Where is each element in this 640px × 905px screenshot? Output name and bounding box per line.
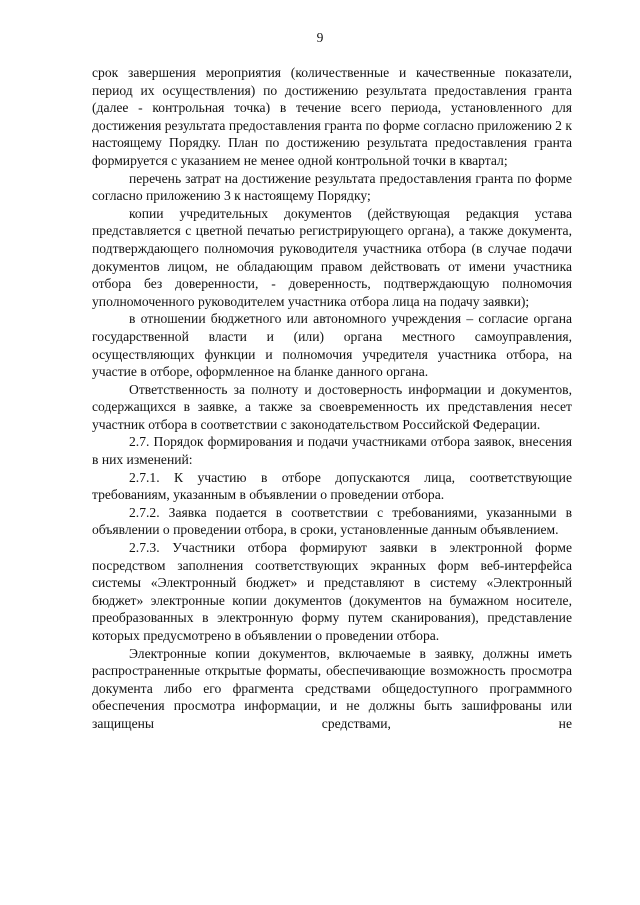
paragraph-cost-list: перечень затрат на достижение результата предоставления гранта по форме согласно приложению 3 к настоящему Порядку; [92,170,572,204]
paragraph-electronic-copies: Электронные копии документов, включаемые в заявку, должны иметь распространенные открытые форматы, обеспечивающие возможность просмотра документа либо его фрагмента средствами общедоступного программного обеспечения просмотра информации, и не должны быть зашифрованы или защищены средствами, не [92,645,572,731]
paragraph-founder-consent: в отношении бюджетного или автономного учреждения – согласие органа государственной власти и (или) органа местного самоуправления, осуществляющих функции и полномочия учредителя участника отбора, на участие в отборе, оформленное на бланке данного органа. [92,311,572,380]
paragraph-responsibility: Ответственность за полноту и достоверность информации и документов, содержащихся в заявке, а также за своевременность их представления несет участник отбора в соответствии с законодательством Российской Федерации. [92,381,572,432]
paragraph-section-2-7-2: 2.7.2. Заявка подается в соответствии с требованиями, указанными в объявлении о проведении отбора, в сроки, установленные данным объявлением. [92,504,572,538]
page-number: 9 [316,30,324,45]
paragraph-section-2-7: 2.7. Порядок формирования и подачи участниками отбора заявок, внесения в них изменений: [92,434,572,468]
paragraph-section-2-7-1: 2.7.1. К участию в отборе допускаются лица, соответствующие требованиям, указанным в объявлении о проведении отбора. [92,469,572,503]
paragraph-founding-documents: копии учредительных документов (действующая редакция устава представляется с цветной печатью регистрирующего органа), а также документа, подтверждающего полномочия руководителя участника отбора (в случае подачи документов лицом, не обладающим правом действовать от имени участника отбора без доверенности, - доверенность, подтверждающую полномочия уполномоченного руководителем участника отбора лица на подачу заявки); [92,205,572,309]
paragraph-results-schedule: срок завершения мероприятия (количественные и качественные показатели, период их осуществления) по достижению результата предоставления гранта (далее - контрольная точка) в течение всего периода, установленного для достижения результата предоставления гранта по форме согласно приложению 2 к настоящему Порядку. План по достижению результата предоставления гранта формируется с указанием не менее одной контрольной точки в квартал; [92,65,572,168]
paragraph-section-2-7-3: 2.7.3. Участники отбора формируют заявки в электронной форме посредством заполнения соответствующих экранных форм веб-интерфейса системы «Электронный бюджет» и представляют в систему «Электронный бюджет» электронные копии документов (документов на бумажном носителе, преобразованных в электронную форму путем сканирования), представление которых предусмотрено в объявлении о проведении отбора. [92,540,572,643]
document-body [92,64,572,733]
